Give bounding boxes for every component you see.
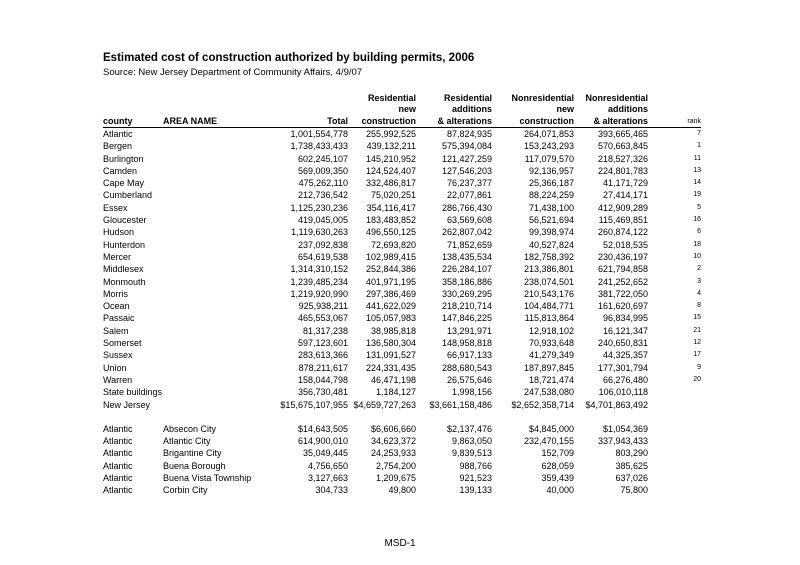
rank-cell: 2 (697, 265, 701, 273)
nonres-new-cell: 628,059 (541, 460, 574, 471)
nonres-add-cell: 230,436,197 (597, 251, 648, 262)
county-rows (103, 128, 701, 411)
total-cell: 4,756,650 (307, 460, 348, 471)
area-name-cell: Buena Vista Township (163, 473, 252, 484)
table-row (103, 251, 701, 263)
area-name-cell (163, 276, 261, 288)
nonres-new-cell: 153,243,293 (523, 141, 574, 152)
total-cell: 925,938,211 (298, 301, 348, 312)
header-rank: rank (648, 115, 701, 128)
table-row (103, 214, 701, 226)
rank-cell: 5 (697, 203, 701, 211)
area-name-cell (163, 312, 261, 324)
total-cell: 81,317,238 (302, 325, 348, 336)
nonres-new-cell: 71,438,100 (528, 202, 574, 213)
area-name-cell: Absecon City (163, 423, 217, 434)
header-nonres-add-3: & alterations (574, 115, 648, 128)
table-row (103, 447, 701, 459)
res-add-cell: 575,394,084 (441, 141, 492, 152)
res-add-cell: 262,807,042 (441, 227, 492, 238)
res-add-cell: 358,186,886 (441, 276, 492, 287)
nonres-add-cell: 240,650,831 (597, 338, 648, 349)
nonres-new-cell: 88,224,259 (528, 190, 574, 201)
nonres-new-cell: 56,521,694 (528, 215, 574, 226)
table-row (103, 423, 701, 435)
nonres-add-cell: 44,325,357 (602, 350, 648, 361)
county-cell: Atlantic (103, 436, 133, 447)
rank-cell: 10 (693, 252, 701, 260)
area-name-cell (163, 288, 261, 300)
rank-cell (648, 460, 701, 472)
res-new-cell: 136,580,304 (365, 338, 416, 349)
res-add-cell: 87,824,935 (446, 129, 492, 139)
nonres-add-cell: 241,252,652 (597, 276, 648, 287)
area-name-cell (163, 263, 261, 275)
nonres-new-cell: 70,933,648 (528, 338, 574, 349)
county-cell: Sussex (103, 350, 133, 361)
total-cell: 597,123,601 (297, 338, 348, 349)
table-row (103, 153, 701, 165)
area-name-cell (163, 349, 261, 361)
header-res-new-2: new (398, 104, 416, 114)
total-cell: 1,314,310,152 (290, 264, 348, 275)
area-name-cell: Atlantic City (163, 436, 211, 447)
total-cell: 1,239,485,234 (290, 276, 348, 287)
res-add-cell: 138,435,534 (441, 251, 492, 262)
header-res-add-2: additions (452, 104, 492, 114)
total-cell: 283,613,366 (297, 350, 348, 361)
area-name-cell: Brigantine City (163, 448, 222, 459)
rank-cell: 16 (693, 216, 701, 224)
rank-cell: 6 (697, 228, 701, 236)
area-name-cell: Corbin City (163, 485, 208, 496)
header-res-new-3: construction (348, 115, 416, 128)
rank-cell: 7 (697, 130, 701, 137)
total-cell: $14,643,505 (297, 423, 348, 434)
nonres-add-cell: 570,663,845 (597, 141, 648, 152)
table-row (103, 349, 701, 361)
county-cell: Camden (103, 165, 138, 176)
res-new-cell: 145,210,952 (365, 153, 416, 164)
table-row (103, 202, 701, 214)
total-cell: 475,262,110 (298, 178, 348, 189)
page-footer: MSD-1 (384, 538, 416, 549)
rank-cell: 3 (697, 277, 701, 285)
res-add-cell: 921,523 (459, 473, 492, 484)
table-row (103, 140, 701, 152)
nonres-add-cell: 218,527,326 (597, 153, 648, 164)
header-res-new-1: Residential (367, 93, 416, 103)
nonres-new-cell: 182,758,392 (523, 251, 574, 262)
nonres-add-cell: 260,874,122 (597, 227, 648, 238)
res-new-cell: 332,486,817 (365, 178, 416, 189)
table-row (103, 288, 701, 300)
res-new-cell: 49,800 (388, 485, 416, 496)
total-cell: 465,553,067 (297, 313, 348, 324)
table-row (103, 386, 701, 398)
county-cell: Ocean (103, 301, 130, 312)
county-cell: Somerset (103, 338, 142, 349)
res-add-cell: 66,917,133 (446, 350, 492, 361)
nonres-new-cell: 40,000 (546, 485, 574, 496)
table-row (103, 435, 701, 447)
table-row (103, 399, 701, 411)
page-title: Estimated cost of construction authorized by building permits, 2006 (103, 52, 475, 64)
rank-cell: 15 (693, 314, 701, 322)
table-row (103, 460, 701, 472)
county-cell: Middlesex (103, 264, 144, 275)
rank-cell (648, 399, 701, 411)
res-new-cell: 105,057,983 (365, 313, 416, 324)
county-cell: Cumberland (103, 190, 153, 201)
nonres-add-cell: 66,276,480 (602, 374, 648, 385)
total-cell: $15,675,107,955 (280, 399, 348, 410)
area-name-cell (163, 140, 261, 152)
rank-cell: 1 (697, 142, 701, 150)
header-nonres-new-3: construction (492, 115, 574, 128)
res-add-cell: 22,077,861 (446, 190, 492, 201)
county-cell: Salem (103, 325, 129, 336)
total-cell: 35,049,445 (302, 448, 348, 459)
area-name-cell: Buena Borough (163, 460, 226, 471)
area-name-cell (163, 128, 261, 141)
nonres-new-cell: 104,484,771 (523, 301, 574, 312)
res-add-cell: 288,680,543 (441, 362, 492, 373)
nonres-add-cell: 393,665,465 (597, 129, 648, 139)
res-add-cell: 148,958,818 (441, 338, 492, 349)
table-row (103, 165, 701, 177)
res-new-cell: 46,471,198 (370, 374, 416, 385)
section-gap (103, 411, 701, 423)
res-add-cell: $3,661,158,486 (429, 399, 492, 410)
header-res-add-3: & alterations (416, 115, 492, 128)
res-add-cell: 26,575,646 (446, 374, 492, 385)
area-name-cell (163, 189, 261, 201)
county-cell: State buildings (103, 387, 163, 398)
area-name-cell (163, 337, 261, 349)
rank-cell: 13 (693, 166, 701, 174)
county-cell: Burlington (103, 153, 144, 164)
source-note: Source: New Jersey Department of Community Affairs, 4/9/07 (103, 67, 363, 78)
county-cell: Hudson (103, 227, 135, 238)
rank-cell: 8 (697, 302, 701, 310)
county-cell: Morris (103, 288, 128, 299)
res-add-cell: 9,863,050 (451, 436, 492, 447)
table-row (103, 300, 701, 312)
nonres-new-cell: 247,538,080 (523, 387, 574, 398)
area-name-cell (163, 374, 261, 386)
rank-cell: 11 (693, 154, 701, 162)
header-county: county (103, 115, 163, 128)
res-new-cell: 252,844,386 (365, 264, 416, 275)
header-area-name: AREA NAME (163, 115, 261, 128)
res-add-cell: 988,766 (459, 460, 492, 471)
rank-cell (648, 435, 701, 447)
nonres-new-cell: 92,136,957 (528, 165, 574, 176)
res-new-cell: 297,386,469 (365, 288, 416, 299)
nonres-new-cell: 115,813,864 (524, 313, 574, 324)
rank-cell: 21 (693, 326, 701, 334)
res-new-cell: 439,132,211 (366, 141, 416, 152)
nonres-new-cell: 232,470,155 (523, 436, 574, 447)
nonres-new-cell: 359,439 (541, 473, 574, 484)
county-cell: Atlantic (103, 423, 133, 434)
area-name-cell (163, 300, 261, 312)
area-name-cell (163, 362, 261, 374)
res-new-cell: 2,754,200 (375, 460, 416, 471)
table-row (103, 263, 701, 275)
res-add-cell: 76,237,377 (446, 178, 492, 189)
res-new-cell: 131,091,527 (365, 350, 416, 361)
nonres-add-cell: 27,414,171 (602, 190, 648, 201)
nonres-new-cell: 210,543,176 (523, 288, 574, 299)
total-cell: 1,219,920,990 (290, 288, 348, 299)
rank-cell: 18 (693, 240, 701, 248)
nonres-add-cell: 337,943,433 (597, 436, 648, 447)
county-cell: Mercer (103, 251, 132, 262)
rank-cell (648, 484, 701, 496)
total-cell: 878,211,617 (298, 362, 348, 373)
res-add-cell: 330,269,295 (441, 288, 492, 299)
res-new-cell: 38,985,818 (370, 325, 416, 336)
nonres-add-cell: 637,026 (615, 473, 648, 484)
table-row (103, 484, 701, 496)
county-cell: New Jersey (103, 399, 151, 410)
area-name-cell (163, 239, 261, 251)
table-row (103, 472, 701, 484)
rank-cell (648, 472, 701, 484)
county-cell: Cape May (103, 178, 145, 189)
total-cell: 304,733 (315, 485, 348, 496)
nonres-new-cell: 18,721,474 (528, 374, 574, 385)
area-name-cell (163, 399, 261, 411)
nonres-new-cell: 25,366,187 (528, 178, 574, 189)
nonres-add-cell: 115,469,851 (598, 215, 648, 226)
nonres-add-cell: $4,701,863,492 (585, 399, 648, 410)
total-cell: 1,001,554,778 (290, 129, 348, 139)
nonres-new-cell: 12,918,102 (528, 325, 574, 336)
res-add-cell: 127,546,203 (441, 165, 492, 176)
header-nonres-add-1: Nonresidential (585, 93, 648, 103)
nonres-new-cell: 99,398,974 (528, 227, 574, 238)
res-new-cell: $6,606,660 (370, 423, 416, 434)
res-add-cell: $2,137,476 (446, 423, 492, 434)
county-cell: Warren (103, 374, 133, 385)
total-cell: 158,044,798 (297, 374, 348, 385)
nonres-new-cell: 152,709 (541, 448, 574, 459)
nonres-new-cell: 213,386,801 (523, 264, 574, 275)
res-new-cell: 441,622,029 (365, 301, 416, 312)
nonres-add-cell: 161,620,697 (597, 301, 648, 312)
total-cell: 614,900,010 (297, 436, 348, 447)
res-new-cell: 124,524,407 (365, 165, 416, 176)
permits-table (103, 93, 701, 497)
rank-cell (648, 386, 701, 398)
county-cell: Passaic (103, 313, 135, 324)
total-cell: 1,119,630,263 (291, 227, 348, 238)
res-new-cell: 1,209,675 (375, 473, 416, 484)
res-new-cell: 224,331,435 (365, 362, 416, 373)
total-cell: 237,092,838 (297, 239, 348, 250)
municipal-rows (103, 423, 701, 497)
nonres-new-cell: 187,897,845 (523, 362, 574, 373)
table-row (103, 337, 701, 349)
county-cell: Bergen (103, 141, 133, 152)
rank-cell: 12 (693, 339, 701, 347)
rank-cell: 17 (693, 351, 701, 359)
table-row (103, 239, 701, 251)
county-cell: Gloucester (103, 215, 147, 226)
nonres-add-cell: 385,625 (615, 460, 648, 471)
county-cell: Atlantic (103, 485, 133, 496)
nonres-add-cell: 803,290 (615, 448, 648, 459)
res-add-cell: 218,210,714 (441, 301, 492, 312)
header-nonres-new-1: Nonresidential (511, 93, 574, 103)
table-row (103, 189, 701, 201)
county-cell: Hunterdon (103, 239, 146, 250)
total-cell: 419,045,005 (297, 215, 348, 226)
area-name-cell (163, 153, 261, 165)
res-new-cell: 72,693,820 (370, 239, 416, 250)
area-name-cell (163, 386, 261, 398)
rank-cell: 19 (693, 191, 701, 199)
area-name-cell (163, 325, 261, 337)
res-add-cell: 1,998,156 (451, 387, 492, 398)
nonres-add-cell: 224,801,783 (597, 165, 648, 176)
county-cell: Atlantic (103, 129, 133, 139)
county-cell: Atlantic (103, 448, 133, 459)
table-row (103, 325, 701, 337)
table-row (103, 374, 701, 386)
rank-cell: 14 (693, 179, 701, 187)
total-cell: 602,245,107 (297, 153, 348, 164)
nonres-add-cell: 412,909,289 (597, 202, 648, 213)
total-cell: 212,736,542 (297, 190, 348, 201)
nonres-new-cell: $4,845,000 (528, 423, 574, 434)
rank-cell: 4 (697, 289, 701, 297)
area-name-cell (163, 165, 261, 177)
county-cell: Monmouth (103, 276, 146, 287)
res-new-cell: 102,989,415 (365, 251, 416, 262)
area-name-cell (163, 177, 261, 189)
nonres-new-cell: 117,079,570 (524, 153, 574, 164)
nonres-add-cell: 381,722,050 (597, 288, 648, 299)
nonres-add-cell: 177,301,794 (597, 362, 648, 373)
rank-cell: 9 (697, 363, 701, 371)
table-row (103, 312, 701, 324)
nonres-add-cell: 16,121,347 (602, 325, 648, 336)
header-nonres-new-2: new (556, 104, 574, 114)
nonres-add-cell: 75,800 (620, 485, 648, 496)
total-cell: 569,009,350 (297, 165, 348, 176)
nonres-new-cell: 264,071,853 (523, 129, 574, 139)
res-add-cell: 226,284,107 (441, 264, 492, 275)
header-res-add-1: Residential (443, 93, 492, 103)
total-cell: 3,127,663 (307, 473, 348, 484)
res-new-cell: 496,550,125 (365, 227, 416, 238)
res-new-cell: $4,659,727,263 (353, 399, 416, 410)
nonres-add-cell: 52,018,535 (602, 239, 648, 250)
res-new-cell: 183,483,852 (365, 215, 416, 226)
total-cell: 1,738,433,433 (290, 141, 348, 152)
res-add-cell: 63,569,608 (446, 215, 492, 226)
res-new-cell: 24,253,933 (370, 448, 416, 459)
nonres-new-cell: 238,074,501 (523, 276, 574, 287)
res-new-cell: 354,116,417 (366, 202, 416, 213)
nonres-new-cell: 40,527,824 (528, 239, 574, 250)
nonres-add-cell: 96,834,995 (602, 313, 648, 324)
nonres-add-cell: 621,794,858 (597, 264, 648, 275)
res-add-cell: 139,133 (459, 485, 492, 496)
area-name-cell (163, 226, 261, 238)
res-new-cell: 1,184,127 (375, 387, 416, 398)
county-cell: Essex (103, 202, 128, 213)
total-cell: 1,125,230,236 (290, 202, 348, 213)
rank-cell (648, 447, 701, 459)
nonres-add-cell: $1,054,369 (602, 423, 648, 434)
res-new-cell: 75,020,251 (370, 190, 416, 201)
county-cell: Atlantic (103, 473, 133, 484)
nonres-add-cell: 41,171,729 (602, 178, 648, 189)
res-add-cell: 121,427,259 (441, 153, 492, 164)
header-nonres-add-2: additions (608, 104, 648, 114)
res-new-cell: 34,623,372 (370, 436, 416, 447)
rank-cell (648, 423, 701, 435)
nonres-add-cell: 106,010,118 (598, 387, 648, 398)
table-row (103, 226, 701, 238)
res-new-cell: 401,971,195 (365, 276, 416, 287)
county-cell: Atlantic (103, 460, 133, 471)
table-row (103, 177, 701, 189)
area-name-cell (163, 202, 261, 214)
table-row (103, 362, 701, 374)
res-add-cell: 286,766,430 (441, 202, 492, 213)
res-add-cell: 9,839,513 (451, 448, 492, 459)
rank-cell: 20 (693, 375, 701, 383)
total-cell: 654,619,538 (297, 251, 348, 262)
res-add-cell: 147,846,225 (441, 313, 492, 324)
area-name-cell (163, 214, 261, 226)
res-add-cell: 13,291,971 (446, 325, 492, 336)
table-row (103, 276, 701, 288)
total-cell: 356,730,481 (297, 387, 348, 398)
header-total: Total (261, 115, 348, 128)
nonres-new-cell: 41,279,349 (528, 350, 574, 361)
res-add-cell: 71,852,659 (446, 239, 492, 250)
nonres-new-cell: $2,652,358,714 (511, 399, 574, 410)
res-new-cell: 255,992,525 (365, 129, 416, 139)
area-name-cell (163, 251, 261, 263)
county-cell: Union (103, 362, 127, 373)
table-row (103, 128, 701, 141)
